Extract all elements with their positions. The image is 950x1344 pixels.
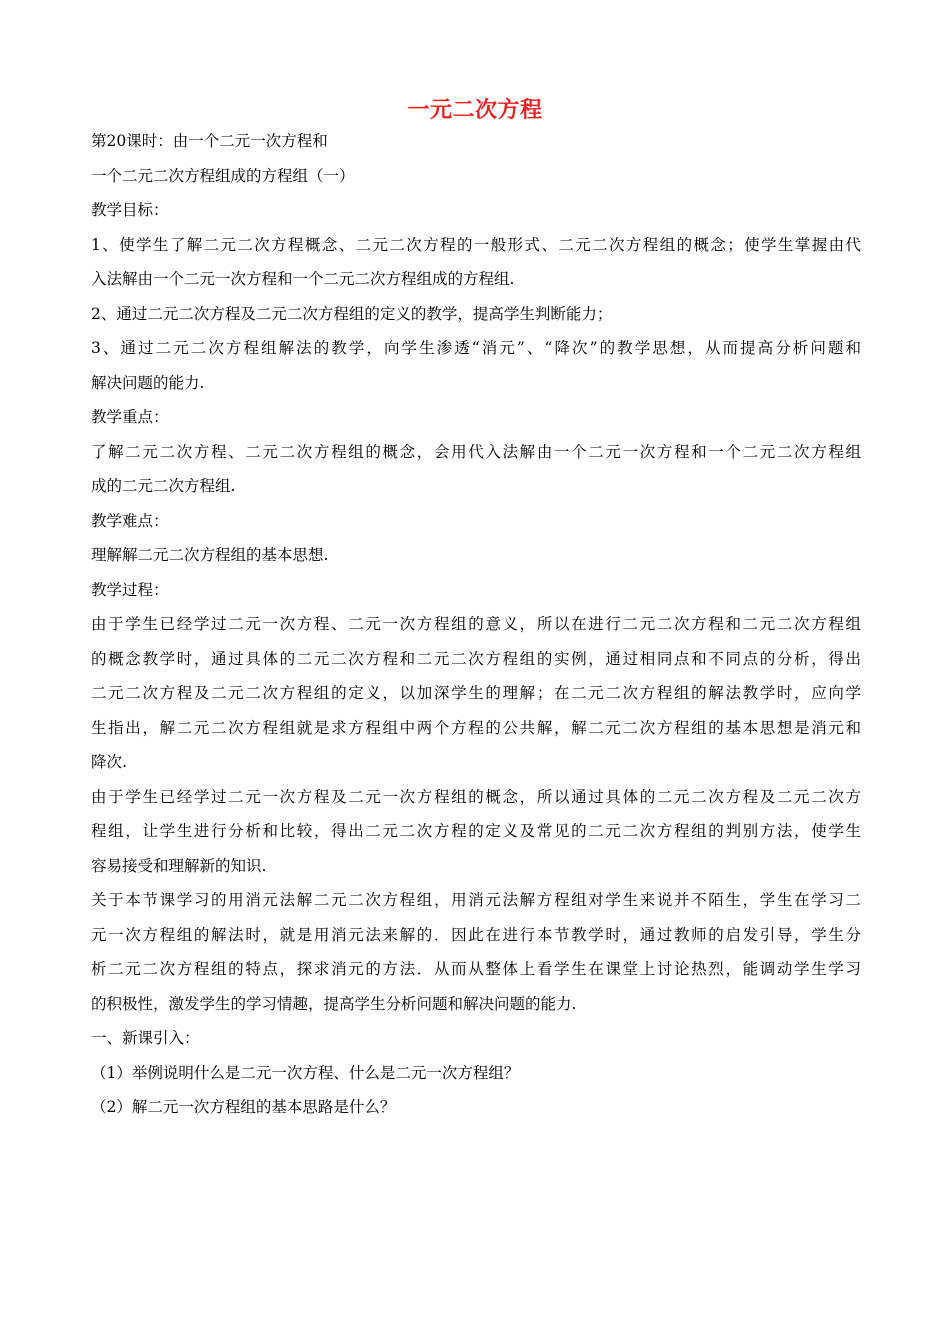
section-heading-process: 教学过程： xyxy=(91,580,169,599)
lesson-heading-line-2: 一个二元二次方程组成的方程组（一） xyxy=(91,166,355,185)
process-paragraph-1-line-3: 二元二次方程及二元二次方程组的定义，以加深学生的理解；在二元二次方程组的解法教学时，应向学 xyxy=(91,684,861,702)
objective-2: 2、通过二元二次方程及二元二次方程组的定义的教学，提高学生判断能力； xyxy=(91,304,613,323)
objective-3-line-2: 解决问题的能力. xyxy=(91,373,205,392)
process-paragraph-1-line-5: 降次. xyxy=(91,753,127,771)
question-1: （1）举例说明什么是二元一次方程、什么是二元一次方程组？ xyxy=(91,1063,520,1082)
process-paragraph-3-line-2: 元一次方程组的解法时，就是用消元法来解的．因此在进行本节教学时，通过教师的启发引导，学生分 xyxy=(91,925,861,944)
objective-1-line-2: 入法解由一个二元一次方程和一个二元二次方程组成的方程组. xyxy=(91,270,515,288)
process-paragraph-2-line-1: 由于学生已经学过二元一次方程及二元一次方程组的概念，所以通过具体的二元二次方程及二元二次方 xyxy=(91,787,861,806)
objective-3-line-1: 3、通过二元二次方程组解法的教学，向学生渗透“消元”、“降次”的教学思想，从而提高分析问题和 xyxy=(91,339,861,357)
process-paragraph-2-line-2: 程组，让学生进行分析和比较，得出二元二次方程的定义及常见的二元二次方程组的判别方法，使学生 xyxy=(91,822,861,840)
process-paragraph-1-line-1: 由于学生已经学过二元一次方程、二元一次方程组的意义，所以在进行二元二次方程和二元二次方程组 xyxy=(91,615,861,633)
process-paragraph-2-line-3: 容易接受和理解新的知识. xyxy=(91,856,267,875)
section-heading-difficulties: 教学难点： xyxy=(91,511,169,530)
process-paragraph-3-line-4: 的积极性，激发学生的学习情趣，提高学生分析问题和解决问题的能力. xyxy=(91,994,577,1013)
section-heading-objectives: 教学目标： xyxy=(91,201,169,219)
key-points-line-2: 成的二元二次方程组. xyxy=(91,477,236,495)
process-paragraph-3-line-3: 析二元二次方程组的特点，探求消元的方法．从而从整体上看学生在课堂上讨论热烈，能调动学生学习 xyxy=(91,960,861,978)
section-heading-key-points: 教学重点： xyxy=(91,408,169,426)
process-paragraph-1-line-2: 的概念教学时，通过具体的二元二次方程和二元二次方程组的实例，通过相同点和不同点的分析，得出 xyxy=(91,649,861,668)
objective-1-line-1: 1、使学生了解二元二次方程概念、二元二次方程的一般形式、二元二次方程组的概念；使学生掌握由代 xyxy=(91,235,861,254)
document-title: 一元二次方程 xyxy=(407,98,543,123)
difficulties-text: 理解解二元二次方程组的基本思想. xyxy=(91,546,329,564)
process-paragraph-3-line-1: 关于本节课学习的用消元法解二元二次方程组，用消元法解方程组对学生来说并不陌生，学生在学习二 xyxy=(91,891,861,909)
lesson-heading-line-1: 第20课时：由一个二元一次方程和 xyxy=(91,132,328,150)
section-heading-introduction: 一、新课引入： xyxy=(91,1029,200,1047)
key-points-line-1: 了解二元二次方程、二元二次方程组的概念，会用代入法解由一个二元一次方程和一个二元二次方程组 xyxy=(91,442,861,461)
process-paragraph-1-line-4: 生指出，解二元二次方程组就是求方程组中两个方程的公共解，解二元二次方程组的基本思想是消元和 xyxy=(91,718,861,737)
document-body xyxy=(91,124,861,1125)
question-2: （2）解二元一次方程组的基本思路是什么？ xyxy=(91,1098,396,1116)
